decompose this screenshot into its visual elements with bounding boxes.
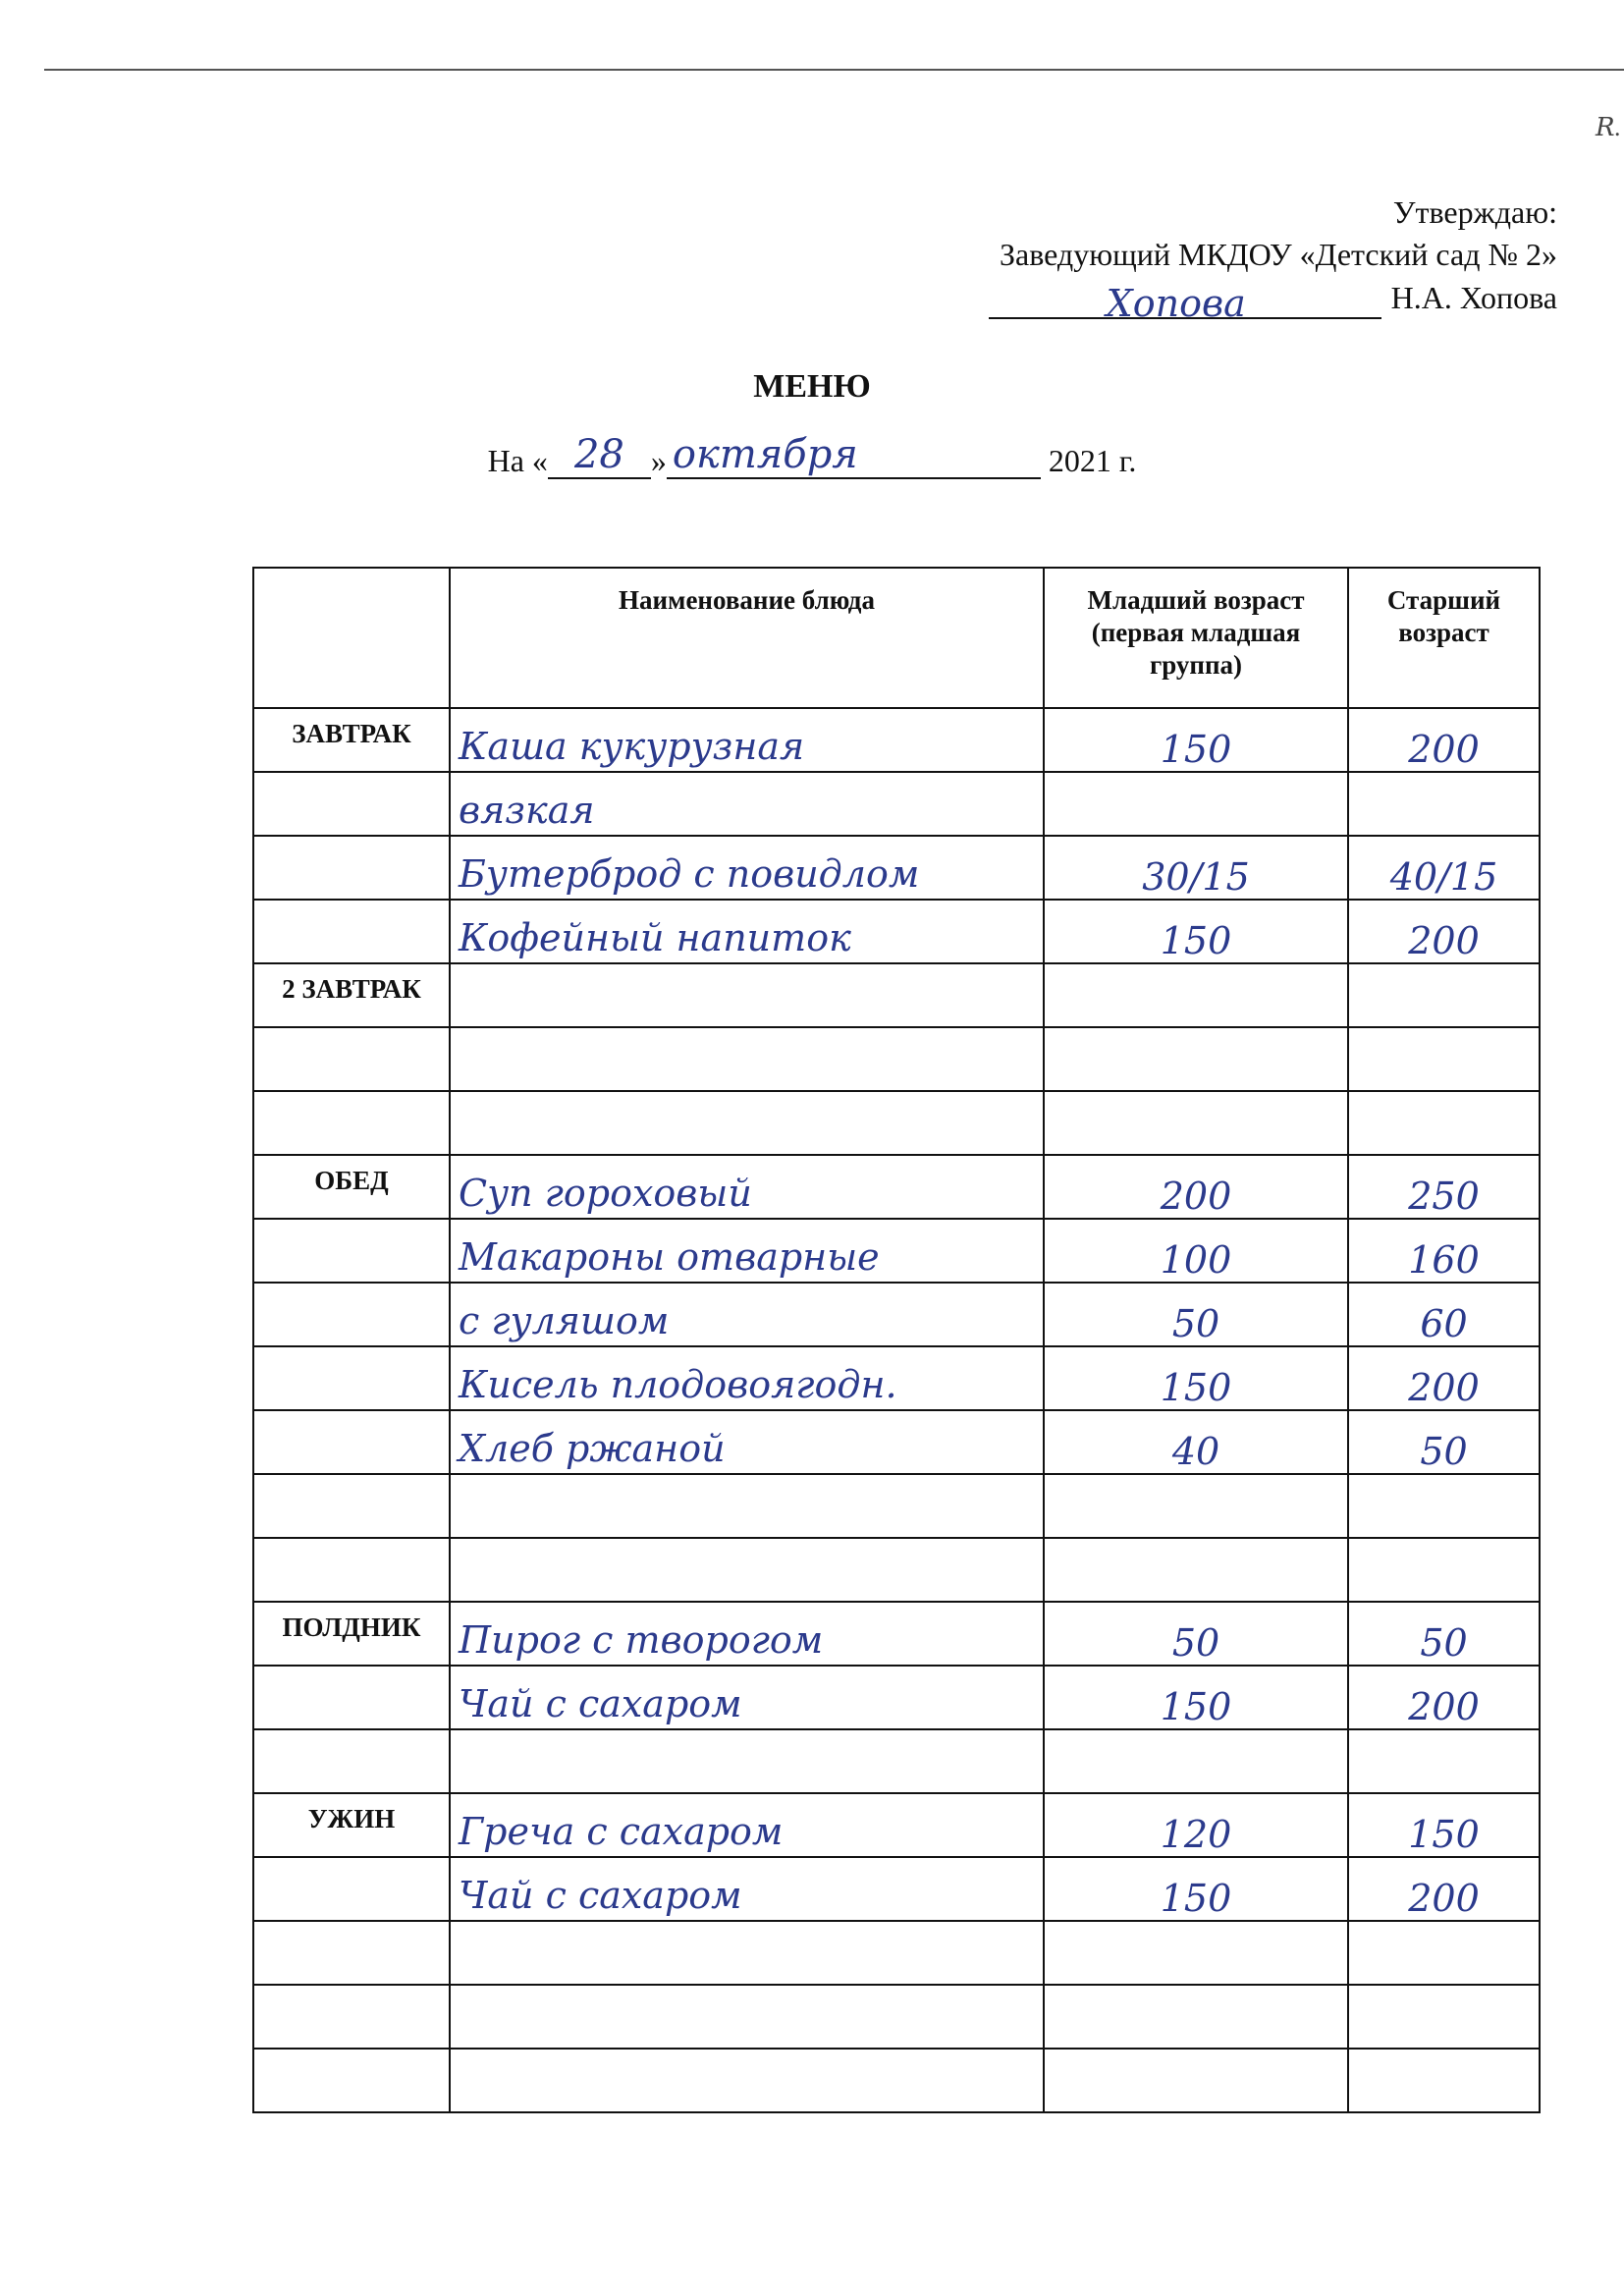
young-qty-cell: 150 <box>1044 1346 1348 1410</box>
old-qty-cell <box>1348 1985 1540 2049</box>
date-prefix: На « <box>487 443 548 478</box>
approval-heading: Утверждаю: <box>1392 194 1557 230</box>
table-row <box>253 1602 1540 1666</box>
meal-cell <box>253 1921 450 1985</box>
meal-cell <box>253 1538 450 1602</box>
dish-cell: Макароны отварные <box>450 1219 1044 1283</box>
old-qty-cell: 250 <box>1348 1155 1540 1219</box>
header-young: Младший возраст (первая младшая группа) <box>1044 568 1348 708</box>
young-qty-cell: 100 <box>1044 1219 1348 1283</box>
header-dish: Наименование блюда <box>450 568 1044 708</box>
table-row <box>253 1985 1540 2049</box>
young-qty-cell: 50 <box>1044 1602 1348 1666</box>
young-qty-cell <box>1044 1538 1348 1602</box>
meal-cell <box>253 2049 450 2112</box>
date-day: 28 <box>548 432 651 479</box>
meal-cell <box>253 772 450 836</box>
approval-position: Заведующий МКДОУ «Детский сад № 2» <box>999 237 1557 272</box>
dish-cell: Хлеб ржаной <box>450 1410 1044 1474</box>
dish-cell: Кисель плодовоягодн. <box>450 1346 1044 1410</box>
meal-cell <box>253 1091 450 1155</box>
meal-cell <box>253 1474 450 1538</box>
young-qty-cell <box>1044 1921 1348 1985</box>
table-row <box>253 1027 1540 1091</box>
date-quote: » <box>650 443 667 478</box>
old-qty-cell: 200 <box>1348 1666 1540 1729</box>
young-qty-cell: 120 <box>1044 1793 1348 1857</box>
dish-cell <box>450 1729 1044 1793</box>
dish-cell: вязкая <box>450 772 1044 836</box>
table-header-row <box>253 568 1540 708</box>
table-row <box>253 1857 1540 1921</box>
old-qty-cell: 60 <box>1348 1283 1540 1346</box>
table-row <box>253 963 1540 1027</box>
approval-block <box>989 191 1557 325</box>
old-qty-cell <box>1348 1729 1540 1793</box>
meal-cell <box>253 1346 450 1410</box>
old-qty-cell: 40/15 <box>1348 836 1540 900</box>
table-row <box>253 1474 1540 1538</box>
table-row <box>253 1091 1540 1155</box>
old-qty-cell: 200 <box>1348 1857 1540 1921</box>
dish-cell: Суп гороховый <box>450 1155 1044 1219</box>
young-qty-cell <box>1044 1985 1348 2049</box>
meal-cell <box>253 1410 450 1474</box>
meal-cell <box>253 1729 450 1793</box>
dish-cell: Пирог с творогом <box>450 1602 1044 1666</box>
old-qty-cell: 160 <box>1348 1219 1540 1283</box>
page-title: МЕНЮ <box>753 368 871 405</box>
meal-cell: 2 ЗАВТРАК <box>253 963 450 1027</box>
dish-cell <box>450 1538 1044 1602</box>
table-row <box>253 1666 1540 1729</box>
old-qty-cell: 200 <box>1348 900 1540 963</box>
table-row <box>253 1729 1540 1793</box>
signature: Хопова <box>1106 282 1246 325</box>
meal-cell <box>253 836 450 900</box>
young-qty-cell: 150 <box>1044 1666 1348 1729</box>
meal-cell <box>253 1985 450 2049</box>
menu-table <box>252 567 1541 2113</box>
header-meal <box>253 568 450 708</box>
old-qty-cell <box>1348 1921 1540 1985</box>
young-qty-cell: 200 <box>1044 1155 1348 1219</box>
meal-cell <box>253 1219 450 1283</box>
young-qty-cell: 150 <box>1044 900 1348 963</box>
dish-cell <box>450 1474 1044 1538</box>
menu-table-body <box>253 708 1540 2112</box>
young-qty-cell <box>1044 963 1348 1027</box>
top-rule <box>44 69 1624 71</box>
young-qty-cell: 50 <box>1044 1283 1348 1346</box>
meal-cell <box>253 1666 450 1729</box>
table-row <box>253 1410 1540 1474</box>
table-row <box>253 1219 1540 1283</box>
table-row <box>253 1155 1540 1219</box>
young-qty-cell: 30/15 <box>1044 836 1348 900</box>
old-qty-cell <box>1348 772 1540 836</box>
old-qty-cell <box>1348 2049 1540 2112</box>
dish-cell: Бутерброд с повидлом <box>450 836 1044 900</box>
dish-cell <box>450 1027 1044 1091</box>
young-qty-cell <box>1044 2049 1348 2112</box>
old-qty-cell: 150 <box>1348 1793 1540 1857</box>
approver-name: Н.А. Хопова <box>1390 280 1557 315</box>
old-qty-cell <box>1348 1027 1540 1091</box>
dish-cell: Каша кукурузная <box>450 708 1044 772</box>
meal-cell <box>253 1857 450 1921</box>
dish-cell: Чай с сахаром <box>450 1666 1044 1729</box>
table-row <box>253 1283 1540 1346</box>
old-qty-cell <box>1348 1538 1540 1602</box>
old-qty-cell: 200 <box>1348 708 1540 772</box>
table-row <box>253 2049 1540 2112</box>
meal-cell <box>253 1027 450 1091</box>
young-qty-cell <box>1044 772 1348 836</box>
table-row <box>253 1921 1540 1985</box>
date-line <box>0 432 1624 479</box>
meal-cell <box>253 1283 450 1346</box>
table-row <box>253 1793 1540 1857</box>
date-year: 2021 г. <box>1048 443 1137 478</box>
young-qty-cell: 150 <box>1044 1857 1348 1921</box>
young-qty-cell: 40 <box>1044 1410 1348 1474</box>
old-qty-cell <box>1348 1091 1540 1155</box>
young-qty-cell: 150 <box>1044 708 1348 772</box>
dish-cell <box>450 1921 1044 1985</box>
dish-cell: Греча с сахаром <box>450 1793 1044 1857</box>
date-month: октября <box>667 432 1041 479</box>
old-qty-cell: 50 <box>1348 1602 1540 1666</box>
dish-cell <box>450 1091 1044 1155</box>
dish-cell: Чай с сахаром <box>450 1857 1044 1921</box>
old-qty-cell: 50 <box>1348 1410 1540 1474</box>
young-qty-cell <box>1044 1474 1348 1538</box>
meal-cell: ОБЕД <box>253 1155 450 1219</box>
old-qty-cell: 200 <box>1348 1346 1540 1410</box>
dish-cell: Кофейный напиток <box>450 900 1044 963</box>
table-row <box>253 1538 1540 1602</box>
meal-cell: УЖИН <box>253 1793 450 1857</box>
dish-cell: с гуляшом <box>450 1283 1044 1346</box>
meal-cell: ЗАВТРАК <box>253 708 450 772</box>
table-row <box>253 836 1540 900</box>
corner-mark: 𝑅. <box>1596 113 1622 141</box>
young-qty-cell <box>1044 1027 1348 1091</box>
header-old: Старший возраст <box>1348 568 1540 708</box>
dish-cell <box>450 2049 1044 2112</box>
meal-cell <box>253 900 450 963</box>
young-qty-cell <box>1044 1729 1348 1793</box>
meal-cell: ПОЛДНИК <box>253 1602 450 1666</box>
old-qty-cell <box>1348 963 1540 1027</box>
dish-cell <box>450 963 1044 1027</box>
old-qty-cell <box>1348 1474 1540 1538</box>
table-row <box>253 1346 1540 1410</box>
table-row <box>253 708 1540 772</box>
signature-line <box>989 276 1381 325</box>
young-qty-cell <box>1044 1091 1348 1155</box>
signature-row <box>989 276 1557 325</box>
table-row <box>253 900 1540 963</box>
dish-cell <box>450 1985 1044 2049</box>
table-row <box>253 772 1540 836</box>
